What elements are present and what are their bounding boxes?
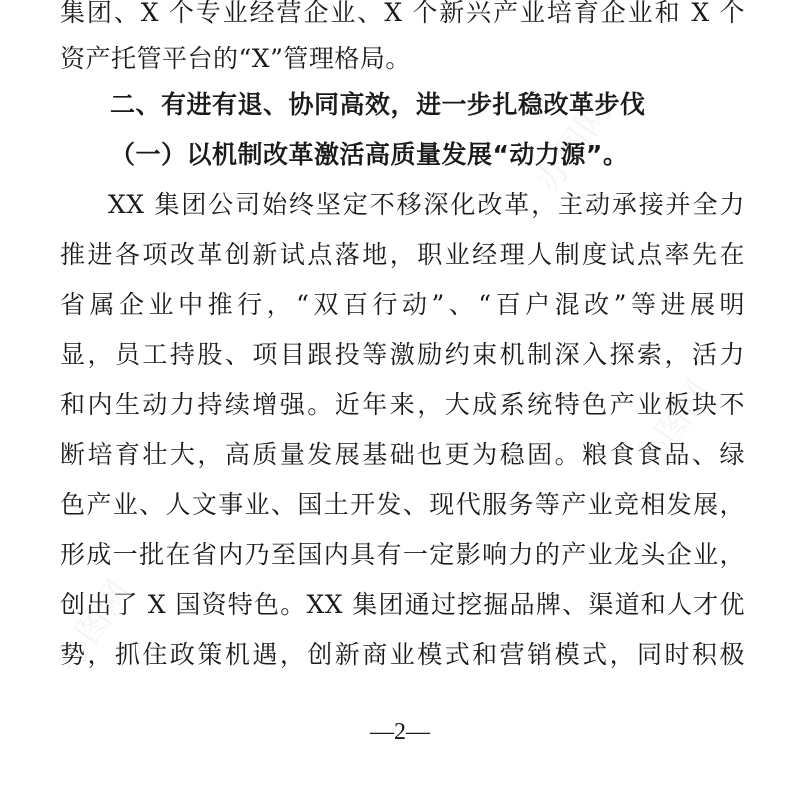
body-text-line: 断培育壮大，高质量发展基础也更为稳固。粮食食品、绿 <box>60 440 745 469</box>
page-number: —2— <box>370 719 430 745</box>
section-heading: 二、有进有退、协同高效，进一步扎稳改革步伐 <box>110 90 646 119</box>
body-text-line: 资产托管平台的“X”管理格局。 <box>60 44 411 73</box>
body-text-line: 显，员工持股、项目跟投等激励约束机制深入探索，活力 <box>60 340 745 369</box>
body-text-line: 省属企业中推行，“双百行动”、“百户混改”等进展明 <box>60 290 745 319</box>
body-text-line: 形成一批在省内乃至国内具有一定影响力的产业龙头企业， <box>60 540 745 569</box>
paragraph-first-line: XX 集团公司始终坚定不移深化改革，主动承接并全力 <box>108 190 745 219</box>
body-text-line: 创出了 X 国资特色。XX 集团通过挖掘品牌、渠道和人才优 <box>60 590 745 619</box>
body-text-line: 色产业、人文事业、国土开发、现代服务等产业竞相发展， <box>60 490 745 519</box>
body-text-line: 推进各项改革创新试点落地，职业经理人制度试点率先在 <box>60 240 745 269</box>
body-text-line: 势，抓住政策机遇，创新商业模式和营销模式，同时积极 <box>60 640 745 669</box>
body-text-line: 和内生动力持续增强。近年来，大成系统特色产业板块不 <box>60 390 745 419</box>
body-text-line: 集团、X 个专业经营企业、X 个新兴产业培育企业和 X 个 <box>60 0 745 27</box>
subsection-heading: （一）以机制改革激活高质量发展“动力源”。 <box>110 140 629 169</box>
